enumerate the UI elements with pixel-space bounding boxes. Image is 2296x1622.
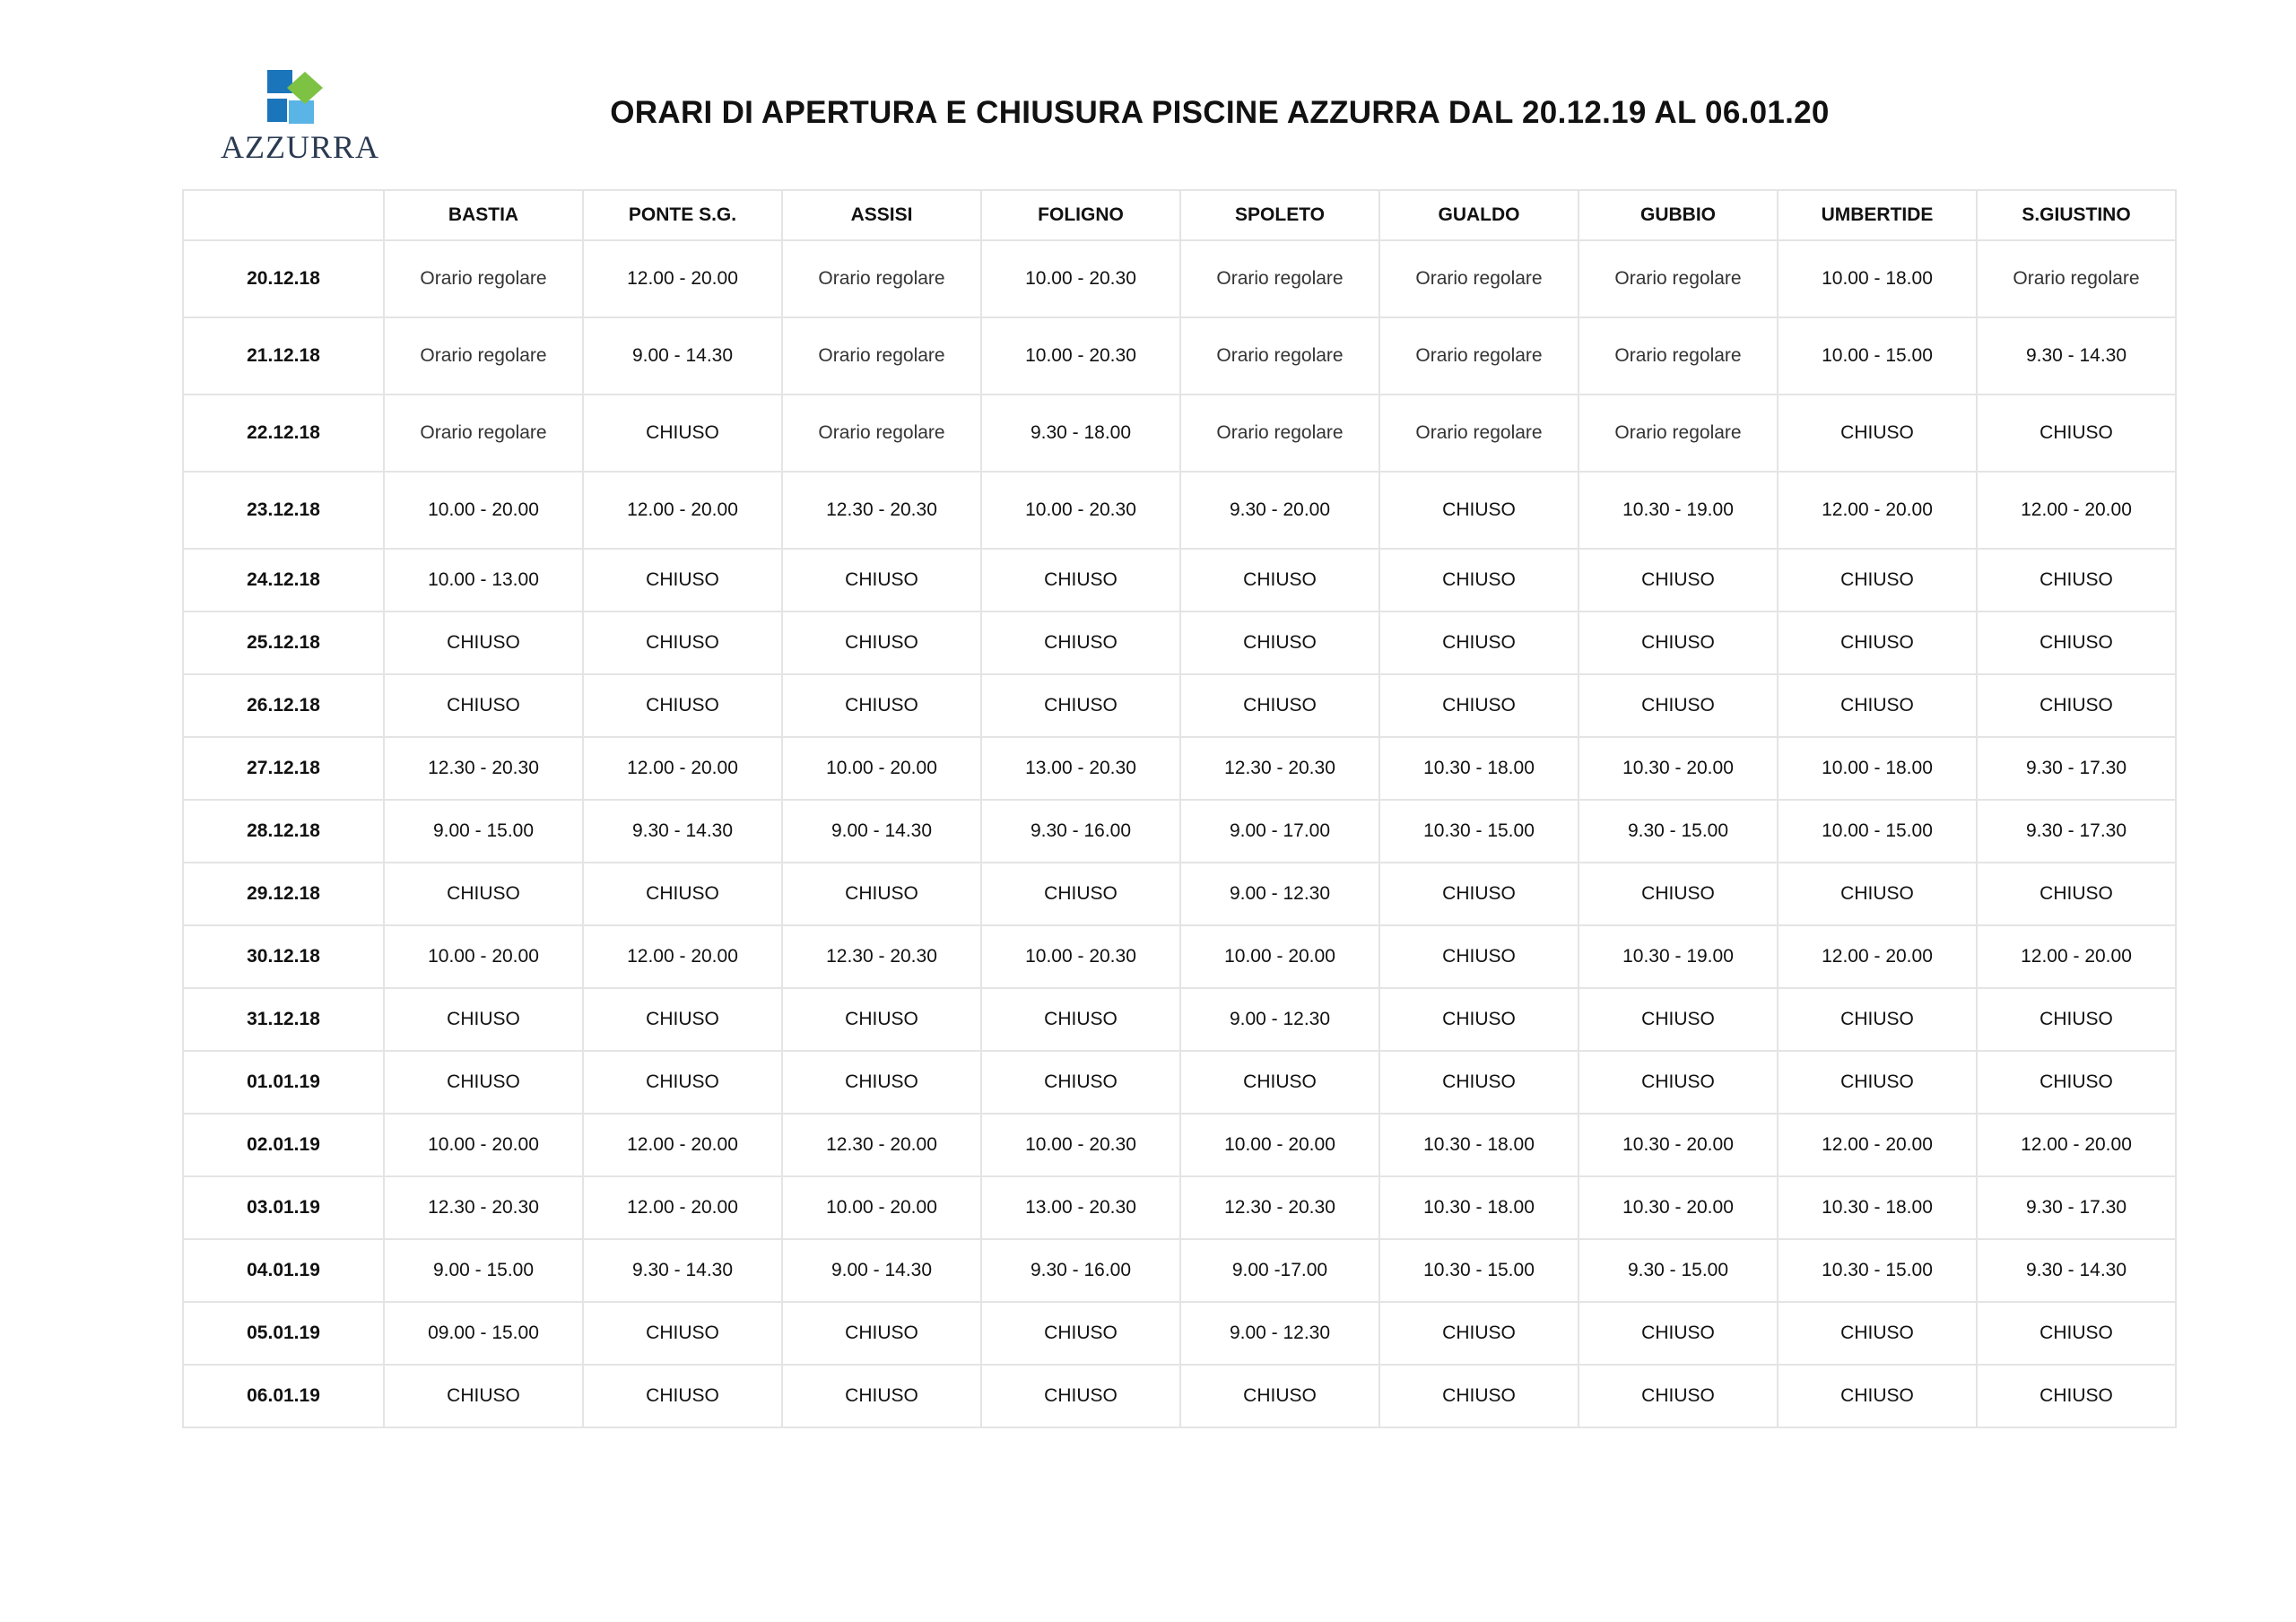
schedule-cell: CHIUSO xyxy=(1180,549,1379,612)
date-cell: 27.12.18 xyxy=(183,737,384,800)
schedule-cell: CHIUSO xyxy=(1379,925,1578,988)
schedule-cell: CHIUSO xyxy=(1578,549,1778,612)
schedule-cell: 10.00 - 20.00 xyxy=(782,1176,981,1239)
schedule-cell: CHIUSO xyxy=(583,674,782,737)
header-bastia: BASTIA xyxy=(384,190,583,240)
schedule-cell: Orario regolare xyxy=(1379,395,1578,472)
table-row xyxy=(183,395,2176,472)
schedule-cell: CHIUSO xyxy=(1379,1365,1578,1427)
schedule-cell: 10.00 - 13.00 xyxy=(384,549,583,612)
date-cell: 04.01.19 xyxy=(183,1239,384,1302)
schedule-cell: 12.30 - 20.30 xyxy=(1180,1176,1379,1239)
table-row xyxy=(183,1302,2176,1365)
schedule-cell: CHIUSO xyxy=(782,549,981,612)
table-row xyxy=(183,1114,2176,1176)
schedule-cell: CHIUSO xyxy=(583,612,782,674)
schedule-cell: CHIUSO xyxy=(1977,1365,2176,1427)
date-cell: 21.12.18 xyxy=(183,317,384,395)
table-row xyxy=(183,549,2176,612)
header-spoleto: SPOLETO xyxy=(1180,190,1379,240)
page-title: ORARI DI APERTURA E CHIUSURA PISCINE AZZURRA DAL 20.12.19 AL 06.01.20 xyxy=(610,95,1830,130)
schedule-cell: 12.00 - 20.00 xyxy=(583,472,782,549)
schedule-cell: 9.30 - 17.30 xyxy=(1977,1176,2176,1239)
schedule-cell: CHIUSO xyxy=(1578,612,1778,674)
schedule-cell: Orario regolare xyxy=(384,395,583,472)
header-corner xyxy=(183,190,384,240)
schedule-cell: CHIUSO xyxy=(1578,988,1778,1051)
schedule-cell: Orario regolare xyxy=(384,317,583,395)
table-row xyxy=(183,737,2176,800)
schedule-cell: CHIUSO xyxy=(384,612,583,674)
schedule-cell: 9.30 - 17.30 xyxy=(1977,737,2176,800)
table-row xyxy=(183,925,2176,988)
schedule-table xyxy=(182,189,2177,1428)
schedule-cell: 10.00 - 20.30 xyxy=(981,472,1180,549)
schedule-cell: CHIUSO xyxy=(981,674,1180,737)
schedule-cell: 9.00 - 14.30 xyxy=(782,800,981,863)
schedule-cell: 10.30 - 15.00 xyxy=(1778,1239,1977,1302)
header-row xyxy=(183,190,2176,240)
schedule-cell: Orario regolare xyxy=(1379,240,1578,317)
schedule-cell: CHIUSO xyxy=(1778,1302,1977,1365)
schedule-cell: 10.00 - 20.00 xyxy=(782,737,981,800)
date-cell: 06.01.19 xyxy=(183,1365,384,1427)
schedule-cell: CHIUSO xyxy=(1578,863,1778,925)
schedule-cell: 9.00 - 15.00 xyxy=(384,800,583,863)
schedule-cell: CHIUSO xyxy=(782,1302,981,1365)
schedule-cell: 9.00 - 12.30 xyxy=(1180,863,1379,925)
schedule-cell: 10.00 - 20.30 xyxy=(981,240,1180,317)
date-cell: 31.12.18 xyxy=(183,988,384,1051)
schedule-cell: CHIUSO xyxy=(1379,674,1578,737)
schedule-cell: 9.30 - 14.30 xyxy=(1977,1239,2176,1302)
date-cell: 30.12.18 xyxy=(183,925,384,988)
header-gubbio: GUBBIO xyxy=(1578,190,1778,240)
table-row xyxy=(183,674,2176,737)
azzurra-logo xyxy=(221,70,379,165)
schedule-cell: 10.00 - 18.00 xyxy=(1778,240,1977,317)
schedule-cell: 9.00 - 14.30 xyxy=(782,1239,981,1302)
schedule-cell: CHIUSO xyxy=(981,1302,1180,1365)
header-assisi: ASSISI xyxy=(782,190,981,240)
schedule-cell: 12.00 - 20.00 xyxy=(1778,925,1977,988)
schedule-cell: CHIUSO xyxy=(782,674,981,737)
schedule-cell: 10.30 - 20.00 xyxy=(1578,1176,1778,1239)
schedule-cell: Orario regolare xyxy=(1180,395,1379,472)
schedule-cell: 10.00 - 20.00 xyxy=(1180,925,1379,988)
schedule-cell: 10.30 - 15.00 xyxy=(1379,800,1578,863)
logo-text: AZZURRA xyxy=(221,129,379,165)
schedule-cell: 10.00 - 20.00 xyxy=(384,472,583,549)
schedule-cell: CHIUSO xyxy=(1977,612,2176,674)
schedule-cell: CHIUSO xyxy=(1578,1051,1778,1114)
schedule-cell: 10.30 - 19.00 xyxy=(1578,925,1778,988)
schedule-cell: 12.30 - 20.30 xyxy=(1180,737,1379,800)
schedule-cell: CHIUSO xyxy=(1379,472,1578,549)
table-row xyxy=(183,240,2176,317)
schedule-cell: CHIUSO xyxy=(1977,1051,2176,1114)
schedule-cell: 10.00 - 20.00 xyxy=(1180,1114,1379,1176)
schedule-cell: 12.00 - 20.00 xyxy=(1977,472,2176,549)
schedule-cell: CHIUSO xyxy=(1379,1051,1578,1114)
schedule-cell: CHIUSO xyxy=(1578,1365,1778,1427)
schedule-cell: 12.30 - 20.30 xyxy=(782,925,981,988)
schedule-cell: CHIUSO xyxy=(1180,612,1379,674)
schedule-cell: 10.00 - 20.00 xyxy=(384,1114,583,1176)
schedule-cell: CHIUSO xyxy=(1578,1302,1778,1365)
schedule-cell: CHIUSO xyxy=(981,863,1180,925)
schedule-cell: CHIUSO xyxy=(1778,1365,1977,1427)
date-cell: 29.12.18 xyxy=(183,863,384,925)
date-cell: 02.01.19 xyxy=(183,1114,384,1176)
table-row xyxy=(183,863,2176,925)
schedule-cell: CHIUSO xyxy=(583,1302,782,1365)
schedule-cell: CHIUSO xyxy=(1778,395,1977,472)
schedule-cell: 9.00 - 15.00 xyxy=(384,1239,583,1302)
schedule-cell: CHIUSO xyxy=(981,1051,1180,1114)
schedule-cell: CHIUSO xyxy=(981,549,1180,612)
schedule-cell: CHIUSO xyxy=(1379,612,1578,674)
schedule-cell: Orario regolare xyxy=(1578,317,1778,395)
table-row xyxy=(183,317,2176,395)
schedule-cell: 10.00 - 20.30 xyxy=(981,317,1180,395)
schedule-cell: Orario regolare xyxy=(1180,317,1379,395)
schedule-cell: Orario regolare xyxy=(782,395,981,472)
schedule-cell: 09.00 - 15.00 xyxy=(384,1302,583,1365)
schedule-cell: CHIUSO xyxy=(1778,674,1977,737)
schedule-cell: CHIUSO xyxy=(384,674,583,737)
schedule-cell: 13.00 - 20.30 xyxy=(981,737,1180,800)
schedule-cell: 12.30 - 20.30 xyxy=(384,1176,583,1239)
schedule-cell: 12.00 - 20.00 xyxy=(583,1176,782,1239)
schedule-cell: 12.30 - 20.30 xyxy=(384,737,583,800)
table-row xyxy=(183,800,2176,863)
schedule-cell: CHIUSO xyxy=(1977,1302,2176,1365)
schedule-cell: CHIUSO xyxy=(1977,395,2176,472)
date-cell: 28.12.18 xyxy=(183,800,384,863)
schedule-cell: CHIUSO xyxy=(1977,549,2176,612)
schedule-cell: 12.00 - 20.00 xyxy=(1778,472,1977,549)
schedule-cell: CHIUSO xyxy=(1379,988,1578,1051)
header-gualdo: GUALDO xyxy=(1379,190,1578,240)
schedule-cell: 10.30 - 18.00 xyxy=(1379,737,1578,800)
date-cell: 24.12.18 xyxy=(183,549,384,612)
schedule-cell: 10.00 - 20.30 xyxy=(981,925,1180,988)
schedule-cell: 10.30 - 20.00 xyxy=(1578,1114,1778,1176)
schedule-cell: Orario regolare xyxy=(1578,240,1778,317)
schedule-cell: CHIUSO xyxy=(583,1365,782,1427)
schedule-cell: CHIUSO xyxy=(384,863,583,925)
schedule-cell: 9.30 - 16.00 xyxy=(981,800,1180,863)
schedule-cell: 12.00 - 20.00 xyxy=(1977,925,2176,988)
schedule-cell: CHIUSO xyxy=(1379,863,1578,925)
schedule-cell: 12.30 - 20.30 xyxy=(782,472,981,549)
schedule-cell: 9.30 - 15.00 xyxy=(1578,800,1778,863)
schedule-cell: CHIUSO xyxy=(981,1365,1180,1427)
schedule-cell: CHIUSO xyxy=(1180,1365,1379,1427)
schedule-cell: CHIUSO xyxy=(981,612,1180,674)
schedule-cell: Orario regolare xyxy=(384,240,583,317)
schedule-cell: 10.00 - 20.30 xyxy=(981,1114,1180,1176)
schedule-cell: Orario regolare xyxy=(782,240,981,317)
schedule-cell: 9.00 - 17.00 xyxy=(1180,800,1379,863)
schedule-cell: 9.00 - 14.30 xyxy=(583,317,782,395)
date-cell: 03.01.19 xyxy=(183,1176,384,1239)
schedule-cell: Orario regolare xyxy=(1977,240,2176,317)
schedule-cell: CHIUSO xyxy=(384,988,583,1051)
header-s-giustino: S.GIUSTINO xyxy=(1977,190,2176,240)
schedule-cell: Orario regolare xyxy=(1180,240,1379,317)
schedule-cell: 10.30 - 15.00 xyxy=(1379,1239,1578,1302)
schedule-cell: 9.30 - 14.30 xyxy=(1977,317,2176,395)
schedule-cell: CHIUSO xyxy=(782,988,981,1051)
schedule-cell: CHIUSO xyxy=(1977,674,2176,737)
schedule-cell: 9.30 - 14.30 xyxy=(583,800,782,863)
schedule-cell: CHIUSO xyxy=(1778,612,1977,674)
table-row xyxy=(183,1365,2176,1427)
schedule-cell: 10.30 - 18.00 xyxy=(1379,1176,1578,1239)
schedule-cell: 12.00 - 20.00 xyxy=(583,737,782,800)
table-row xyxy=(183,1239,2176,1302)
schedule-cell: 12.00 - 20.00 xyxy=(583,1114,782,1176)
schedule-cell: 9.30 - 18.00 xyxy=(981,395,1180,472)
schedule-cell: 13.00 - 20.30 xyxy=(981,1176,1180,1239)
schedule-cell: 12.00 - 20.00 xyxy=(583,925,782,988)
schedule-cell: CHIUSO xyxy=(1778,549,1977,612)
schedule-cell: Orario regolare xyxy=(782,317,981,395)
schedule-cell: 10.00 - 15.00 xyxy=(1778,800,1977,863)
schedule-cell: CHIUSO xyxy=(782,612,981,674)
schedule-cell: CHIUSO xyxy=(1379,549,1578,612)
schedule-cell: CHIUSO xyxy=(583,863,782,925)
schedule-cell: 10.30 - 19.00 xyxy=(1578,472,1778,549)
schedule-cell: CHIUSO xyxy=(1578,674,1778,737)
table-row xyxy=(183,612,2176,674)
schedule-cell: 10.30 - 18.00 xyxy=(1379,1114,1578,1176)
schedule-cell: CHIUSO xyxy=(1977,863,2176,925)
schedule-cell: 9.30 - 15.00 xyxy=(1578,1239,1778,1302)
schedule-cell: CHIUSO xyxy=(1977,988,2176,1051)
schedule-cell: CHIUSO xyxy=(1180,674,1379,737)
date-cell: 01.01.19 xyxy=(183,1051,384,1114)
schedule-cell: 12.30 - 20.00 xyxy=(782,1114,981,1176)
date-cell: 25.12.18 xyxy=(183,612,384,674)
schedule-cell: Orario regolare xyxy=(1578,395,1778,472)
header-ponte-sg: PONTE S.G. xyxy=(583,190,782,240)
schedule-cell: 10.00 - 20.00 xyxy=(384,925,583,988)
schedule-cell: 9.30 - 20.00 xyxy=(1180,472,1379,549)
schedule-cell: 9.00 -17.00 xyxy=(1180,1239,1379,1302)
schedule-cell: 12.00 - 20.00 xyxy=(1977,1114,2176,1176)
schedule-cell: CHIUSO xyxy=(782,863,981,925)
schedule-cell: CHIUSO xyxy=(583,549,782,612)
table-row xyxy=(183,1176,2176,1239)
schedule-cell: 10.30 - 20.00 xyxy=(1578,737,1778,800)
schedule-cell: 12.00 - 20.00 xyxy=(1778,1114,1977,1176)
schedule-cell: CHIUSO xyxy=(782,1365,981,1427)
schedule-body xyxy=(183,240,2176,1427)
schedule-cell: CHIUSO xyxy=(384,1365,583,1427)
azzurra-logo-icon xyxy=(265,70,325,126)
schedule-cell: CHIUSO xyxy=(1778,988,1977,1051)
table-row xyxy=(183,472,2176,549)
schedule-cell: 9.00 - 12.30 xyxy=(1180,988,1379,1051)
schedule-cell: CHIUSO xyxy=(583,1051,782,1114)
schedule-cell: CHIUSO xyxy=(1778,863,1977,925)
schedule-cell: CHIUSO xyxy=(981,988,1180,1051)
schedule-cell: CHIUSO xyxy=(384,1051,583,1114)
schedule-cell: CHIUSO xyxy=(1379,1302,1578,1365)
date-cell: 23.12.18 xyxy=(183,472,384,549)
schedule-cell: CHIUSO xyxy=(583,395,782,472)
schedule-cell: CHIUSO xyxy=(1180,1051,1379,1114)
schedule-cell: CHIUSO xyxy=(1778,1051,1977,1114)
date-cell: 05.01.19 xyxy=(183,1302,384,1365)
schedule-cell: 12.00 - 20.00 xyxy=(583,240,782,317)
schedule-cell: CHIUSO xyxy=(782,1051,981,1114)
date-cell: 22.12.18 xyxy=(183,395,384,472)
schedule-cell: 9.30 - 16.00 xyxy=(981,1239,1180,1302)
schedule-cell: 10.30 - 18.00 xyxy=(1778,1176,1977,1239)
schedule-cell: 9.30 - 17.30 xyxy=(1977,800,2176,863)
schedule-cell: 10.00 - 15.00 xyxy=(1778,317,1977,395)
date-cell: 20.12.18 xyxy=(183,240,384,317)
header-umbertide: UMBERTIDE xyxy=(1778,190,1977,240)
table-row xyxy=(183,1051,2176,1114)
date-cell: 26.12.18 xyxy=(183,674,384,737)
schedule-cell: 10.00 - 18.00 xyxy=(1778,737,1977,800)
schedule-cell: CHIUSO xyxy=(583,988,782,1051)
schedule-cell: 9.30 - 14.30 xyxy=(583,1239,782,1302)
schedule-cell: Orario regolare xyxy=(1379,317,1578,395)
schedule-cell: 9.00 - 12.30 xyxy=(1180,1302,1379,1365)
header-foligno: FOLIGNO xyxy=(981,190,1180,240)
table-row xyxy=(183,988,2176,1051)
